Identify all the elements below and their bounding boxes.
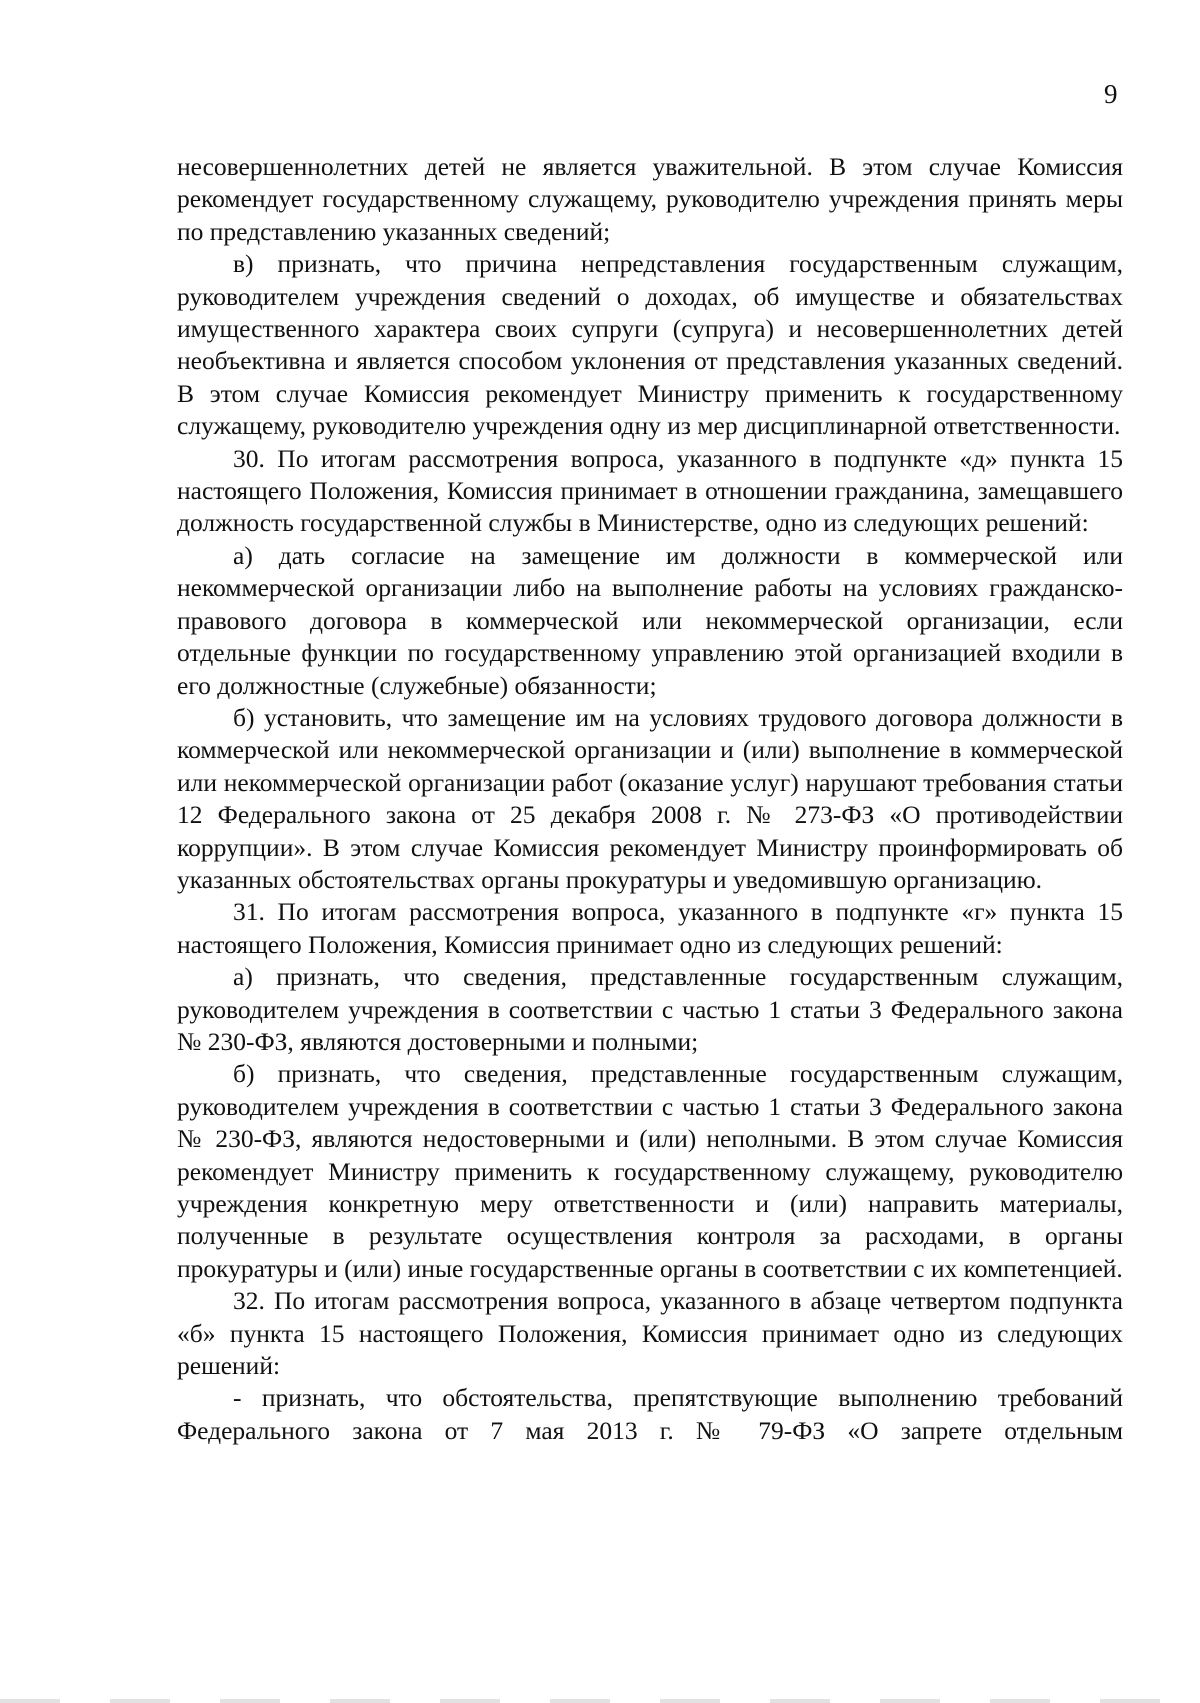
paragraph-subitem-b-31: б) признать, что сведения, представленные государственным служащим, руководителем учреждения в соответствии с частью 1 статьи 3 Федерального закона № 230-ФЗ, являются недостоверными и (или) неполными. В этом случае Комиссия рекомендует Министру применить к государственному служащему, руководителю учреждения конкретную меру ответственности и (или) направить материалы, полученные в результате осуществления контроля за расходами, в органы прокуратуры и (или) иные государственные органы в соответствии с их компетенцией. <box>177 1059 1123 1283</box>
paragraph-clause-30: 30. По итогам рассмотрения вопроса, указанного в подпункте «д» пункта 15 настоящего Положения, Комиссия принимает в отношении гражданина, замещавшего должность государственной службы в Министерстве, одно из следующих решений: <box>177 443 1123 538</box>
page-number: 9 <box>1104 79 1118 109</box>
paragraph-dash-item-32: - признать, что обстоятельства, препятствующие выполнению требований Федерального закона от 7 мая 2013 г. № 79-ФЗ «О запрете отдельным <box>177 1383 1123 1445</box>
paragraph-subitem-v: в) признать, что причина непредставления государственным служащим, руководителем учреждения сведений о доходах, об имуществе и обязательствах имущественного характера своих супруги (супруга) и несовершеннолетних детей необъективна и является способом уклонения от представления указанных сведений. В этом случае Комиссия рекомендует Министру применить к государственному служащему, руководителю учреждения одну из мер дисциплинарной ответственности. <box>177 249 1123 441</box>
paragraph-continuation: несовершеннолетних детей не является уважительной. В этом случае Комиссия рекомендует государственному служащему, руководителю учреждения принять меры по представлению указанных сведений; <box>177 152 1123 246</box>
paragraph-subitem-a-31: а) признать, что сведения, представленные государственным служащим, руководителем учреждения в соответствии с частью 1 статьи 3 Федерального закона № 230-ФЗ, являются достоверными и полными; <box>177 962 1123 1056</box>
paragraph-subitem-b-30: б) установить, что замещение им на условиях трудового договора должности в коммерческой или некоммерческой организации и (или) выполнение в коммерческой или некоммерческой организации работ (оказание услуг) нарушают требования статьи 12 Федерального закона от 25 декабря 2008 г. № 273-ФЗ «О противодействии коррупции». В этом случае Комиссия рекомендует Министру проинформировать об указанных обстоятельствах органы прокуратуры и уведомившую организацию. <box>177 702 1123 894</box>
paragraph-clause-32: 32. По итогам рассмотрения вопроса, указанного в абзаце четвертом подпункта «б» пункта 15 настоящего Положения, Комиссия принимает одно из следующих решений: <box>177 1286 1123 1381</box>
paragraph-clause-31: 31. По итогам рассмотрения вопроса, указанного в подпункте «г» пункта 15 настоящего Положения, Комиссия принимает одно из следующих решений: <box>177 897 1123 959</box>
paragraph-subitem-a-30: а) дать согласие на замещение им должности в коммерческой или некоммерческой организации либо на выполнение работы на условиях гражданско-правового договора в коммерческой или некоммерческой организации, если отдельные функции по государственному управлению этой организацией входили в его должностные (служебные) обязанности; <box>177 540 1123 700</box>
document-body <box>177 151 1123 1447</box>
scan-edge-artifact <box>0 1699 1200 1703</box>
